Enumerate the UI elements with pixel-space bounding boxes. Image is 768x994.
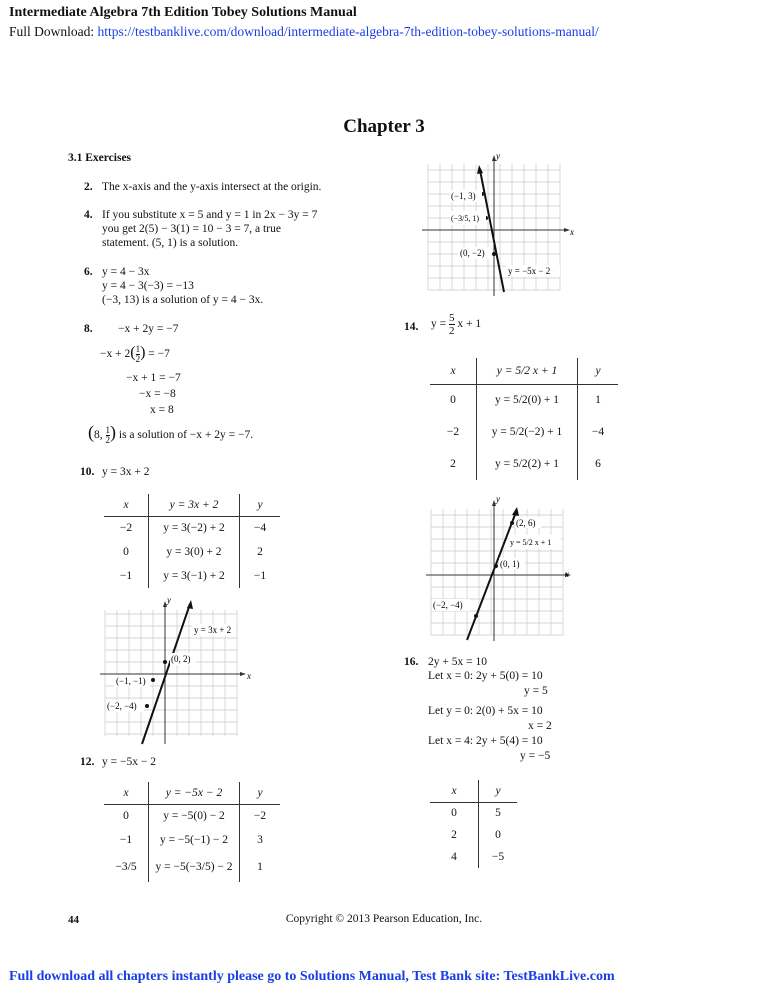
download-link[interactable]: https://testbanklive.com/download/intermediate-algebra-7th-edition-tobey-solutions-manual/ <box>97 24 599 39</box>
table-cell: y = −5(0) − 2 <box>149 804 240 828</box>
ex6-number: 6. <box>84 266 93 278</box>
ex6-line1: y = 4 − 3x <box>102 266 150 278</box>
ex4-number: 4. <box>84 209 93 221</box>
table-cell: 5 <box>495 807 501 820</box>
ex2-number: 2. <box>84 181 93 193</box>
table-header: y = 3x + 2 <box>149 494 240 516</box>
point-label: (−3/5, 1) <box>451 214 480 223</box>
table-cell: 6 <box>595 458 601 470</box>
point-label: (−2, −4) <box>433 600 463 610</box>
graph-line <box>467 512 516 640</box>
grid <box>431 509 563 635</box>
table-cell: −2 <box>430 416 477 448</box>
ex8-half: $\frac{1}{2}$ <box>135 344 141 364</box>
ex8-line5: x = 8 <box>150 404 174 416</box>
table-cell: 2 <box>257 546 263 558</box>
table-cell: 0 <box>430 802 479 824</box>
download-line <box>9 24 599 40</box>
table-cell: 2 <box>430 448 477 480</box>
bottom-download-banner[interactable]: Full download all chapters instantly please go to Solutions Manual, Test Bank site: TestBankLive.com <box>9 969 615 984</box>
ex12-number: 12. <box>80 756 95 768</box>
table-cell: 0 <box>495 829 501 841</box>
ex8-line3: −x + 1 = −7 <box>126 372 181 384</box>
table-cell: y = 3(−2) + 2 <box>149 516 240 540</box>
table-cell: 4 <box>430 846 479 868</box>
ex8-line2-b: = −7 <box>148 348 170 361</box>
table-header: y <box>479 780 518 802</box>
ex6-line2: y = 4 − 3(−3) = −13 <box>102 280 194 292</box>
table-cell: y = 5/2(−2) + 1 <box>477 416 578 448</box>
ex10-graph <box>100 596 250 746</box>
ex10-number: 10. <box>80 466 95 478</box>
ex8-number: 8. <box>84 323 93 335</box>
table-cell: 2 <box>430 824 479 846</box>
table-cell: −2 <box>253 810 267 823</box>
ex16-number: 16. <box>404 656 419 668</box>
table-cell: 0 <box>430 384 477 416</box>
graph-line <box>480 170 504 292</box>
table-cell: 0 <box>104 540 149 564</box>
table-header: x <box>104 782 149 804</box>
table-cell: 3 <box>257 834 263 846</box>
ex8-line6-a: 8, <box>94 429 103 441</box>
point-label: (−2, −4) <box>107 701 137 711</box>
ex16-line1: Let x = 0: 2y + 5(0) = 10 <box>428 670 543 682</box>
table-cell: −1 <box>104 564 149 588</box>
table-cell: −1 <box>104 828 149 852</box>
axis-x-label: x <box>247 671 251 681</box>
table-header: x <box>104 494 149 516</box>
table-header: y <box>578 358 619 384</box>
table-cell: y = −5(−3/5) − 2 <box>149 852 240 882</box>
ex10-equation: y = 3x + 2 <box>102 466 150 478</box>
axis-y-label: y <box>496 151 500 161</box>
table-cell: −4 <box>253 522 267 535</box>
ex14-table <box>430 358 618 480</box>
table-cell: −4 <box>591 426 605 438</box>
table-cell: −2 <box>104 516 149 540</box>
ex8-line4: −x = −8 <box>139 388 176 400</box>
table-cell: −1 <box>253 570 267 582</box>
ex4-line1: If you substitute x = 5 and y = 1 in 2x − 3y = 7 <box>102 209 318 221</box>
document-title: Intermediate Algebra 7th Edition Tobey Solutions Manual <box>9 5 357 20</box>
table-header: x <box>430 780 479 802</box>
table-header: y = 5/2 x + 1 <box>477 358 578 384</box>
ex16-table <box>430 780 517 868</box>
line-label: y = 3x + 2 <box>194 625 232 635</box>
ex16-line6: y = −5 <box>520 750 551 762</box>
table-cell: 1 <box>595 394 601 407</box>
ex4-line3: statement. (5, 1) is a solution. <box>102 237 239 249</box>
table-cell: y = 3(−1) + 2 <box>149 564 240 588</box>
ex8-line6-b: is a solution of −x + 2y = −7. <box>118 429 254 441</box>
ex16-equation: 2y + 5x = 10 <box>428 656 487 668</box>
line-label: y = 5/2 x + 1 <box>510 538 552 547</box>
axis-y-label: y <box>496 494 500 504</box>
ex6-line3: (−3, 13) is a solution of y = 4 − 3x. <box>102 294 264 306</box>
ex10-table <box>104 494 280 588</box>
table-cell: y = 5/2(2) + 1 <box>477 448 578 480</box>
point-label: (0, 2) <box>171 654 191 664</box>
point-label: (2, 6) <box>516 518 536 528</box>
axis-y-label: y <box>167 595 171 605</box>
table-cell: −3/5 <box>104 852 149 882</box>
ex16-line3: Let y = 0: 2(0) + 5x = 10 <box>428 705 543 717</box>
table-cell: 0 <box>104 804 149 828</box>
point-label: (−1, −1) <box>116 676 146 686</box>
point-label: (−1, 3) <box>451 191 476 201</box>
table-header: x <box>430 358 477 384</box>
table-cell: y = 3(0) + 2 <box>149 540 240 564</box>
ex14-graph <box>425 495 575 645</box>
table-header: y <box>240 782 281 804</box>
page-number: 44 <box>68 914 79 926</box>
ex4-line2: you get 2(5) − 3(1) = 10 − 3 = 7, a true <box>102 223 281 235</box>
ex16-line5: Let x = 4: 2y + 5(4) = 10 <box>428 735 543 747</box>
ex12-table <box>104 782 280 882</box>
ex12-graph <box>420 150 580 298</box>
chapter-title: Chapter 3 <box>343 116 425 137</box>
ex2-text: The x-axis and the y-axis intersect at the origin. <box>102 181 322 193</box>
copyright: Copyright © 2013 Pearson Education, Inc. <box>285 913 483 925</box>
point-label: (0, −2) <box>460 248 485 258</box>
table-cell: y = 5/2(0) + 1 <box>477 384 578 416</box>
ex8-line1: −x + 2y = −7 <box>118 323 179 335</box>
ex14-equation: y = $\frac{5}{2}$ x + 1 <box>431 312 482 337</box>
ex8-line2-a: −x + 2 <box>100 348 131 361</box>
table-cell: −5 <box>491 851 505 863</box>
download-label: Full Download: <box>9 24 98 39</box>
ex14-number: 14. <box>404 321 419 333</box>
ex12-equation: y = −5x − 2 <box>102 756 156 768</box>
ex16-line2: y = 5 <box>524 685 548 697</box>
table-cell: 1 <box>257 861 263 873</box>
ex16-line4: x = 2 <box>528 720 552 732</box>
line-label: y = −5x − 2 <box>508 266 551 276</box>
ex8-line6: (8, $\frac{1}{2}$ ) is a solution of −x + 2y = −7. <box>88 422 254 445</box>
table-header: y <box>240 494 281 516</box>
ex8-line2: −x + 2( $\frac{1}{2}$ ) = −7 <box>100 344 170 364</box>
axis-x-label: x <box>570 227 574 237</box>
table-cell: y = −5(−1) − 2 <box>149 828 240 852</box>
section-title: 3.1 Exercises <box>68 152 132 164</box>
point-label: (0, 1) <box>500 559 520 569</box>
axis-x-label: x <box>565 569 569 579</box>
table-header: y = −5x − 2 <box>149 782 240 804</box>
